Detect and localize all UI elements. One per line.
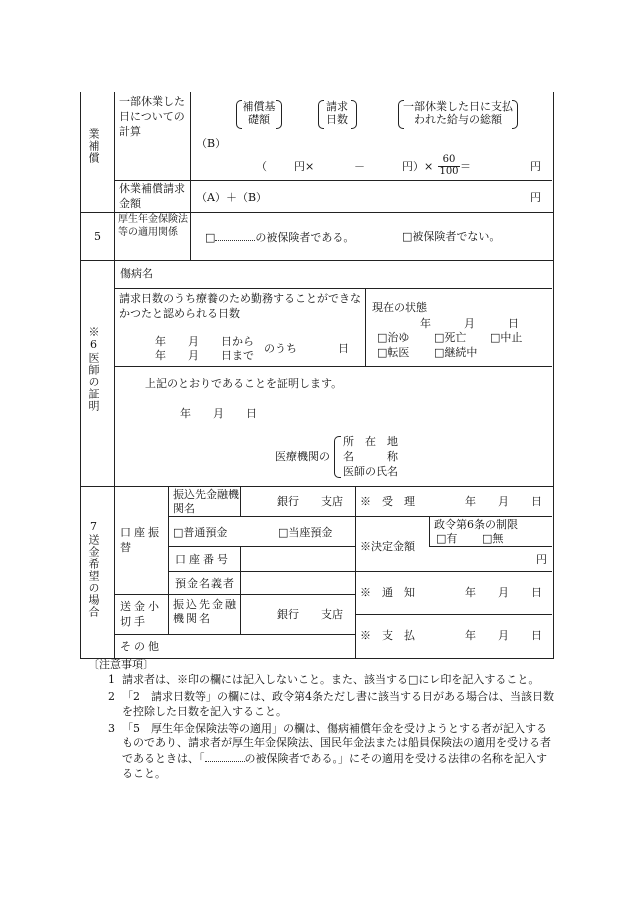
fraction-denominator: 100 bbox=[439, 165, 459, 177]
seigen-ari[interactable]: □有 bbox=[436, 532, 458, 545]
nichi: 日 bbox=[338, 342, 349, 355]
toza-checkbox[interactable]: □当座預金 bbox=[278, 526, 333, 539]
base-amount-label: 補償基礎額 bbox=[242, 100, 276, 127]
note-text-b: の被保険者である。」にその適用を受ける法律の名称を記入すること。 bbox=[122, 752, 547, 781]
note-item bbox=[94, 690, 554, 720]
note-num: 2 bbox=[108, 689, 115, 703]
juri-label: ※ 受 理 bbox=[360, 495, 415, 508]
tsuchi-date: 年 月 日 bbox=[465, 586, 542, 599]
sec4-label: 業補償 bbox=[87, 128, 100, 164]
juri-date: 年 月 日 bbox=[465, 495, 542, 508]
seigen-label: 政令第6条の制限 bbox=[434, 518, 518, 531]
b-mark: （B） bbox=[196, 137, 227, 150]
note-text: 「2 請求日数等」の欄には、政令第4条ただし書に該当する日がある場合は、当該日数を控除した日数を記入すること。 bbox=[122, 689, 554, 718]
bank-name-label: 振込先金融機関名 bbox=[173, 488, 239, 516]
shiharai-label: ※ 支 払 bbox=[360, 629, 415, 642]
noucchi: のうち bbox=[264, 342, 297, 355]
note-text-a: 「5 厚生年金保険法等の適用」の欄は、傷病補償年金を受けようとする者が記入するものであり、請求者が厚生年金保険法、国民年金法または船員保険法の適用を受ける者であるときは、「 bbox=[122, 721, 551, 766]
sec6-label: ※6医師の証明 bbox=[87, 326, 100, 412]
sec5-opt1: □ の被保険者である。 bbox=[205, 231, 355, 244]
notes-title: 〔注意事項〕 bbox=[88, 658, 154, 671]
bank-name-label-2: 振込先金融機関名 bbox=[173, 598, 238, 626]
inst-prefix: 医療機関の bbox=[275, 450, 330, 463]
inst-name: 名 称 bbox=[343, 450, 398, 463]
from-date: 年 月 日から bbox=[155, 335, 254, 348]
status-date: 年 月 日 bbox=[420, 317, 519, 330]
to-date: 年 月 日まで bbox=[155, 349, 254, 362]
seigen-nashi[interactable]: □無 bbox=[482, 532, 504, 545]
sec5-opt1-suffix: の被保険者である。 bbox=[255, 231, 355, 244]
formula-yen1: 円× bbox=[294, 160, 315, 173]
note-item bbox=[94, 673, 554, 688]
kogitte-label: 送金小切手 bbox=[120, 600, 162, 628]
sec4-row1-label: 一部休業した日についての計算 bbox=[119, 95, 185, 138]
kettei-yen: 円 bbox=[536, 553, 547, 566]
formula-yen2: 円）× bbox=[402, 160, 434, 173]
futsu-checkbox[interactable]: □普通預金 bbox=[173, 526, 228, 539]
status-title: 現在の状態 bbox=[372, 301, 427, 314]
sec4-row2-yen: 円 bbox=[530, 191, 541, 204]
bank-branch-2: 銀行 支店 bbox=[277, 608, 343, 621]
certify-text: 上記のとおりであることを証明します。 bbox=[145, 377, 343, 390]
sonota-label: その他 bbox=[120, 640, 162, 653]
status-opt-cured[interactable]: □治ゆ bbox=[377, 331, 410, 344]
sec4-row2-label: 休業補償請求金額 bbox=[119, 182, 185, 210]
sec5-num: 5 bbox=[94, 230, 101, 243]
status-opt-stopped[interactable]: □中止 bbox=[490, 331, 523, 344]
tsuchi-label: ※ 通 知 bbox=[360, 586, 415, 599]
status-opt-died[interactable]: □死亡 bbox=[434, 331, 467, 344]
partial-pay-label: 一部休業した日に支払われた給与の総額 bbox=[403, 100, 513, 127]
note-item bbox=[94, 722, 554, 782]
sec7-label: 7送金希望の場合 bbox=[87, 520, 100, 618]
formula-open: （ bbox=[256, 160, 267, 173]
note-num: 1 bbox=[108, 673, 115, 686]
claim-days-label: 請求日数 bbox=[326, 100, 348, 127]
cert-date: 年 月 日 bbox=[180, 407, 257, 420]
sec4-row2-formula: （A）＋（B） bbox=[196, 191, 268, 204]
shiharai-date: 年 月 日 bbox=[465, 629, 542, 642]
formula-yen3: 円 bbox=[530, 160, 541, 173]
holder-label: 預金名義者 bbox=[175, 577, 235, 590]
bank-branch: 銀行 支店 bbox=[277, 495, 343, 508]
sec5-opt2: □被保険者でない。 bbox=[402, 230, 501, 243]
status-opt-transfer[interactable]: □転医 bbox=[377, 346, 410, 359]
koza-num-label: 口座番号 bbox=[175, 553, 231, 566]
inst-address: 所 在 地 bbox=[343, 435, 398, 448]
note-num: 3 bbox=[108, 721, 115, 735]
koza-label: 口座振替 bbox=[120, 526, 162, 554]
note-text: 請求者は、※印の欄には記入しないこと。また、該当する□にレ印を記入すること。 bbox=[122, 673, 540, 686]
disease-name-label: 傷病名 bbox=[120, 267, 153, 280]
doctor-name: 医師の氏名 bbox=[343, 465, 398, 478]
fraction-numerator: 60 bbox=[438, 155, 460, 167]
fraction-60-100 bbox=[438, 155, 460, 177]
sec5-label: 厚生年金保険法等の適用関係 bbox=[118, 214, 188, 238]
kettei-label: ※決定金額 bbox=[360, 540, 415, 553]
formula-equals: ＝ bbox=[460, 160, 471, 173]
days-text: 請求日数のうち療養のため勤務することができなかつたと認められる日数 bbox=[119, 292, 361, 320]
status-opt-continuing[interactable]: □継続中 bbox=[434, 346, 478, 359]
notes-list bbox=[94, 673, 554, 784]
formula-minus: － bbox=[354, 160, 365, 173]
